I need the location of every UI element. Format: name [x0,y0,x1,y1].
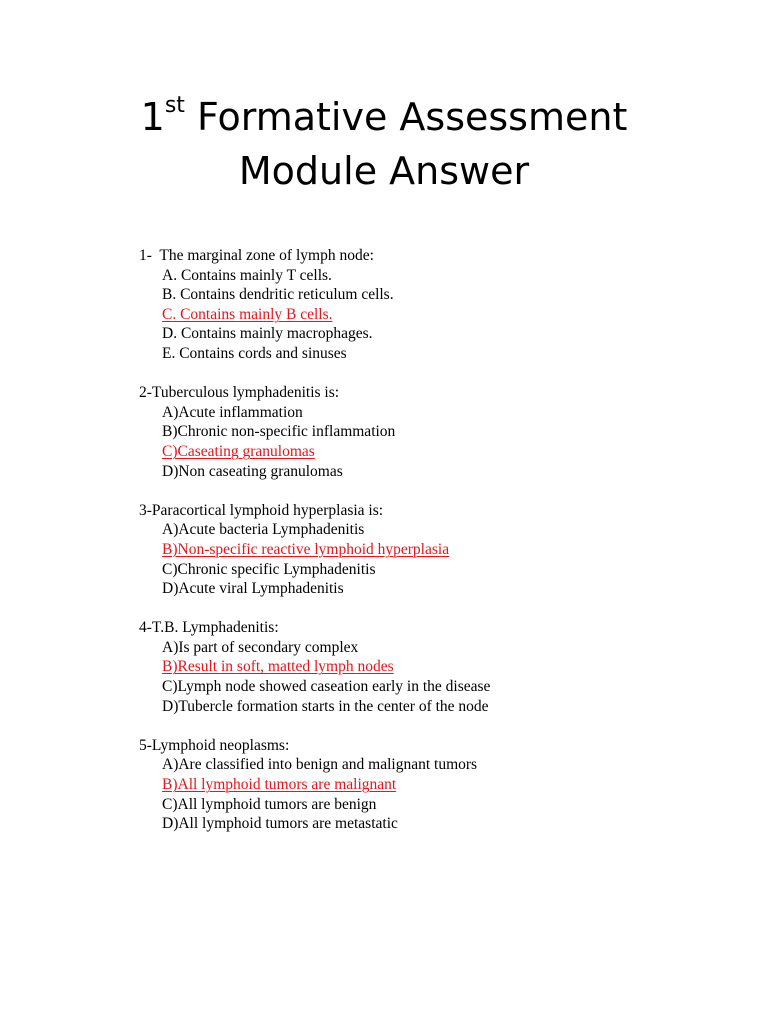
title-line-2: Module Answer [238,149,530,193]
correct-answer-option: C)Caseating granulomas [162,442,315,460]
page-title [0,90,768,198]
correct-answer-option: B)Non-specific reactive lymphoid hyperplasia [162,540,450,558]
correct-answer-option: C. Contains mainly B cells. [162,305,333,323]
answer-option: D)Acute viral Lymphadenitis [162,580,344,598]
answer-option: D. Contains mainly macrophages. [162,325,373,343]
answer-option: C)Lymph node showed caseation early in the disease [162,678,491,696]
answer-option: A)Are classified into benign and malignant tumors [162,756,478,774]
question-stem: 5-Lymphoid neoplasms: [139,736,290,754]
question-stem: 4-T.B. Lymphadenitis: [139,619,279,637]
question-5 [139,736,739,834]
answer-option: E. Contains cords and sinuses [162,344,347,362]
title-superscript: st [164,93,185,118]
answer-option: A. Contains mainly T cells. [162,266,332,284]
answer-option: D)All lymphoid tumors are metastatic [162,815,398,833]
question-1 [139,246,739,364]
title-line-1-rest: Formative Assessment [184,95,628,139]
answer-option: A)Acute inflammation [162,403,303,421]
question-stem: 1- The marginal zone of lymph node: [139,247,374,264]
answer-option: D)Non caseating granulomas [162,462,343,480]
answer-option: C)All lymphoid tumors are benign [162,795,377,813]
answer-option: D)Tubercle formation starts in the center of the node [162,697,489,715]
correct-answer-option: B)All lymphoid tumors are malignant [162,776,397,794]
answer-option: B)Chronic non-specific inflammation [162,423,396,441]
question-4 [139,618,739,716]
question-list [139,246,739,853]
correct-answer-option: B)Result in soft, matted lymph nodes [162,658,394,676]
answer-option: A)Is part of secondary complex [162,638,359,656]
answer-option: B. Contains dendritic reticulum cells. [162,286,394,304]
answer-option: A)Acute bacteria Lymphadenitis [162,521,365,539]
answer-option: C)Chronic specific Lymphadenitis [162,560,376,578]
question-stem: 3-Paracortical lymphoid hyperplasia is: [139,501,384,519]
question-3 [139,501,739,599]
title-line-1 [0,90,768,144]
question-2 [139,383,739,481]
question-stem: 2-Tuberculous lymphadenitis is: [139,384,340,402]
title-number: 1 [140,95,165,139]
